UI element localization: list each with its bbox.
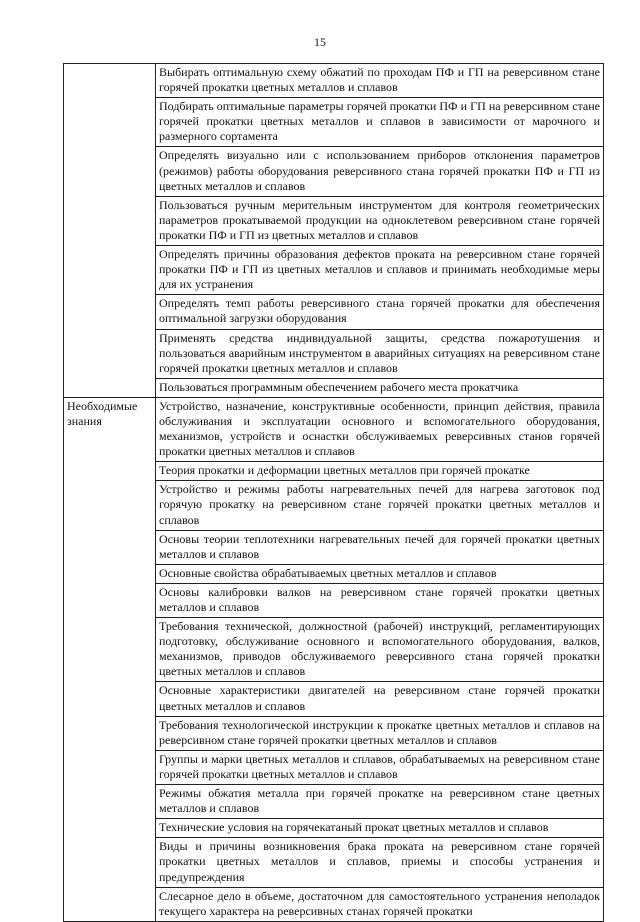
ability-item: Применять средства индивидуальной защиты, средства пожаротушения и пользоваться аварийным инструментом в аварийных ситуациях на реверсивном стане горячей прокатки цветных металлов и сплавов [156, 329, 604, 378]
knowledge-item: Устройство, назначение, конструктивные особенности, принцип действия, правила обслуживания и эксплуатации основного и вспомогательного оборудования, механизмов, устройств и оснастки обслуживаемых реверсивных станов горячей прокатки цветных металлов и сплавов [156, 397, 604, 461]
knowledge-item: Слесарное дело в объеме, достаточном для самостоятельного устранения неполадок текущего характера на реверсивных станах горячей прокатки [156, 887, 604, 921]
ability-item: Определять визуально или с использованием приборов отклонения параметров (режимов) работы оборудования реверсивного стана горячей прокатки ПФ и ГП из цветных металлов и сплавов [156, 147, 604, 196]
knowledge-item: Требования технологической инструкции к прокатке цветных металлов и сплавов на реверсивном стане горячей прокатки цветных металлов и сплавов [156, 716, 604, 750]
ability-item: Определять темп работы реверсивного стана горячей прокатки для обеспечения оптимальной загрузки оборудования [156, 295, 604, 329]
ability-item: Выбирать оптимальную схему обжатий по проходам ПФ и ГП на реверсивном стане горячей прокатки цветных металлов и сплавов [156, 64, 604, 98]
knowledge-item: Технические условия на горячекатаный прокат цветных металлов и сплавов [156, 819, 604, 838]
requirements-table [63, 63, 604, 922]
knowledge-item: Основы калибровки валков на реверсивном стане горячей прокатки цветных металлов и сплавов [156, 583, 604, 617]
knowledge-item: Теория прокатки и деформации цветных металлов при горячей прокатке [156, 462, 604, 481]
ability-item: Определять причины образования дефектов проката на реверсивном стане горячей прокатки ПФ и ГП из цветных металлов и сплавов и принимать необходимые меры для их устранения [156, 246, 604, 295]
ability-item: Подбирать оптимальные параметры горячей прокатки ПФ и ГП на реверсивном стане горячей прокатки цветных металлов и сплавов в зависимости от марочного и размерного сортамента [156, 98, 604, 147]
knowledge-item: Основы теории теплотехники нагревательных печей для горячей прокатки цветных металлов и сплавов [156, 530, 604, 564]
knowledge-item: Требования технической, должностной (рабочей) инструкций, регламентирующих подготовку, обслуживание основного и вспомогательного оборудования, валков, механизмов, приводов обслуживаемого реверсивного стана горячей прокатки цветных металлов и сплавов [156, 618, 604, 682]
abilities-label-cell [64, 64, 156, 398]
knowledge-label: Необходимые знания [64, 397, 156, 921]
table-row [64, 64, 604, 98]
knowledge-item: Виды и причины возникновения брака проката на реверсивном стане горячей прокатки цветных металлов и сплавов, приемы и способы устранения и предупреждения [156, 838, 604, 887]
ability-item: Пользоваться ручным мерительным инструментом для контроля геометрических параметров прокатываемой продукции на одноклетевом реверсивном стане горячей прокатки ПФ и ГП из цветных металлов и сплавов [156, 196, 604, 245]
ability-item: Пользоваться программным обеспечением рабочего места прокатчика [156, 378, 604, 397]
page-number: 15 [314, 35, 326, 49]
knowledge-item: Устройство и режимы работы нагревательных печей для нагрева заготовок под горячую прокатку на реверсивном стане горячей прокатки цветных металлов и сплавов [156, 481, 604, 530]
knowledge-item: Группы и марки цветных металлов и сплавов, обрабатываемых на реверсивном стане горячей прокатки цветных металлов и сплавов [156, 750, 604, 784]
table-row [64, 397, 604, 461]
knowledge-item: Основные характеристики двигателей на реверсивном стане горячей прокатки цветных металлов и сплавов [156, 682, 604, 716]
knowledge-item: Режимы обжатия металла при горячей прокатке на реверсивном стане цветных металлов и сплавов [156, 785, 604, 819]
knowledge-item: Основные свойства обрабатываемых цветных металлов и сплавов [156, 564, 604, 583]
